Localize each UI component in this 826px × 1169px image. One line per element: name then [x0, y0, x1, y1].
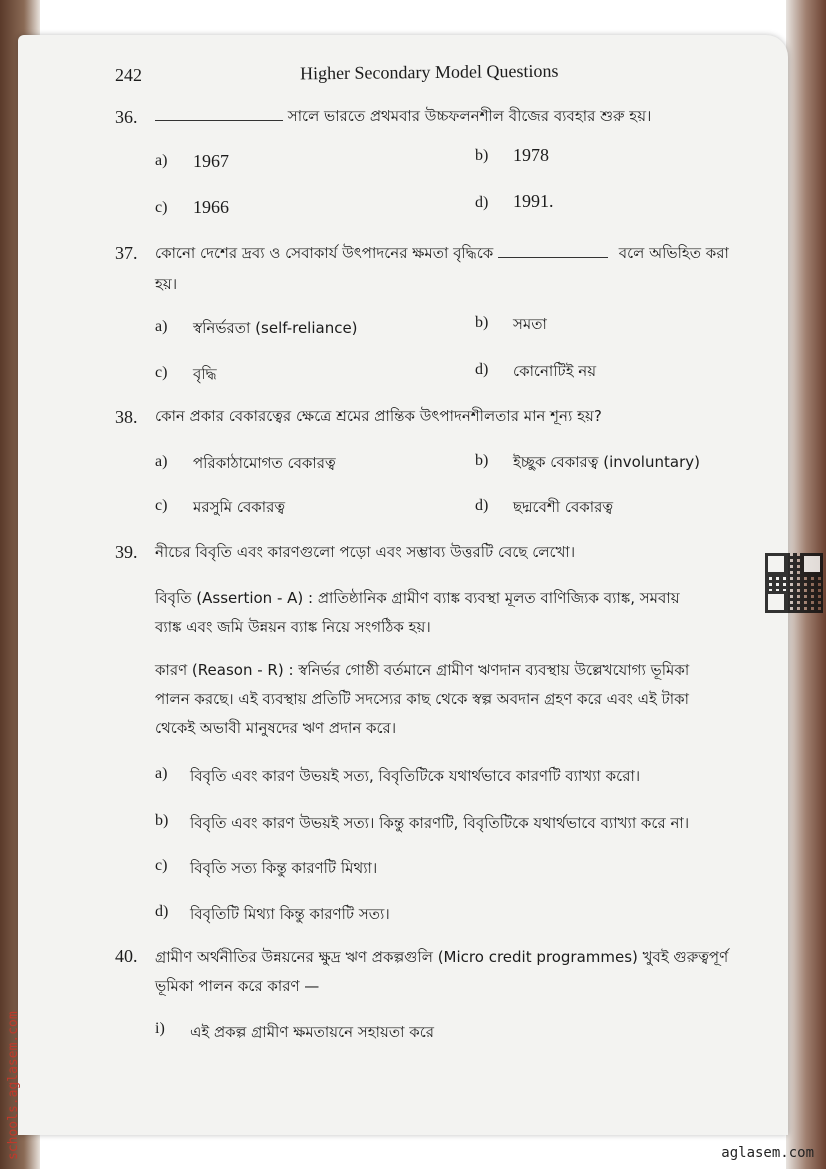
option-text: ছদ্মবেশী বেকারত্ব [513, 498, 614, 516]
option-letter: b) [475, 452, 489, 469]
answer-blank [155, 102, 283, 121]
reason-line: কারণ (Reason - R) : স্বনির্ভর গোষ্ঠী বর্তমানে গ্রামীণ ঋণদান ব্যবস্থায় উল্লেখযোগ্য ভূমিকা [155, 661, 690, 679]
reason-line: পালন করছে। এই ব্যবস্থায় প্রতিটি সদস্যের কাছ থেকে স্বল্প অবদান গ্রহণ করে এবং এই টাকা [155, 690, 689, 708]
option-letter: c) [155, 364, 168, 381]
option-letter: a) [155, 152, 168, 169]
question-39-number: 39. [115, 542, 138, 562]
answer-blank [498, 241, 608, 258]
question-36-text [155, 102, 651, 130]
option-letter: d) [475, 361, 489, 378]
item-text: এই প্রকল্প গ্রামীণ ক্ষমতায়নে সহায়তা করে [190, 1023, 434, 1041]
page-number: 242 [115, 65, 142, 85]
assertion-line: বিবৃতি (Assertion - A) : প্রাতিষ্ঠানিক গ্রামীণ ব্যাঙ্ক ব্যবস্থা মূলত বাণিজ্যিক ব্যাঙ্ক, সমবায় [155, 589, 680, 607]
option-text: বিবৃতি এবং কারণ উভয়ই সত্য, বিবৃতিটিকে যথার্থভাবে কারণটি ব্যাখ্যা করো। [190, 767, 641, 785]
question-37-number: 37. [115, 243, 138, 263]
question-37-text-line2: হয়। [155, 275, 178, 293]
qr-finder-marker [765, 591, 787, 613]
option-text: 1978 [513, 145, 549, 165]
option-letter: b) [155, 812, 169, 829]
option-text: মরসুমি বেকারত্ব [193, 498, 286, 516]
question-38-number: 38. [115, 407, 138, 427]
qr-finder-marker [765, 553, 787, 575]
question-39-text: নীচের বিবৃতি এবং কারণগুলো পড়ো এবং সম্ভাব্য উত্তরটি বেছে লেখো। [155, 543, 576, 561]
question-38-text: কোন প্রকার বেকারত্বের ক্ষেত্রে শ্রমের প্রান্তিক উৎপাদনশীলতার মান শূন্য হয়? [155, 407, 602, 425]
item-label: i) [155, 1020, 165, 1037]
option-text: বিবৃতি এবং কারণ উভয়ই সত্য। কিন্তু কারণটি, বিবৃতিটিকে যথার্থভাবে ব্যাখ্যা করে না। [190, 814, 690, 832]
option-text: বিবৃতিটি মিথ্যা কিন্তু কারণটি সত্য। [190, 905, 390, 923]
reason-line: থেকেই অভাবী মানুষদের ঋণ প্রদান করে। [155, 719, 397, 737]
side-watermark: schools.aglasem.com [6, 1011, 21, 1160]
bottom-watermark: aglasem.com [721, 1145, 814, 1161]
option-text: পরিকাঠামোগত বেকারত্ব [193, 454, 336, 472]
question-37-text-part: কোনো দেশের দ্রব্য ও সেবাকার্য উৎপাদনের ক্ষমতা বৃদ্ধিকে [155, 244, 494, 262]
option-text: 1991. [513, 191, 554, 211]
option-text: ইচ্ছুক বেকারত্ব (involuntary) [513, 453, 700, 471]
option-letter: b) [475, 314, 489, 331]
option-letter: a) [155, 453, 168, 470]
option-letter: d) [475, 194, 489, 211]
option-text: 1967 [193, 151, 229, 171]
option-letter: c) [155, 199, 168, 216]
question-36-text-part: সালে ভারতে প্রথমবার উচ্চফলনশীল বীজের ব্যবহার শুরু হয়। [287, 107, 652, 125]
book-title: Higher Secondary Model Questions [299, 60, 559, 84]
question-37-text-part: বলে অভিহিত করা [618, 244, 729, 262]
assertion-line: ব্যাঙ্ক এবং জমি উন্নয়ন ব্যাঙ্ক নিয়ে সংগঠিক হয়। [155, 618, 431, 636]
option-letter: c) [155, 857, 168, 874]
question-36-number: 36. [115, 107, 138, 127]
qr-finder-marker [801, 553, 823, 575]
option-text: 1966 [193, 197, 229, 217]
option-letter: b) [475, 147, 489, 164]
question-40-text: গ্রামীণ অর্থনীতির উন্নয়নের ক্ষুদ্র ঋণ প্রকল্পগুলি (Micro credit programmes) খুবই গুরুত্বপূর্ণ [155, 948, 729, 966]
option-letter: d) [475, 497, 489, 514]
question-40-number: 40. [115, 946, 138, 966]
question-40-text-line2: ভূমিকা পালন করে কারণ — [155, 977, 320, 995]
option-text: কোনোটিই নয় [513, 362, 597, 380]
qr-code-icon [765, 553, 823, 613]
option-text: বিবৃতি সত্য কিন্তু কারণটি মিথ্যা। [190, 859, 378, 877]
option-letter: c) [155, 497, 168, 514]
option-text: বৃদ্ধি [193, 365, 217, 383]
option-letter: d) [155, 903, 169, 920]
option-text: সমতা [513, 315, 547, 333]
option-text: স্বনির্ভরতা (self-reliance) [193, 319, 358, 337]
question-37-text [155, 241, 729, 267]
option-letter: a) [155, 765, 168, 782]
option-letter: a) [155, 318, 168, 335]
